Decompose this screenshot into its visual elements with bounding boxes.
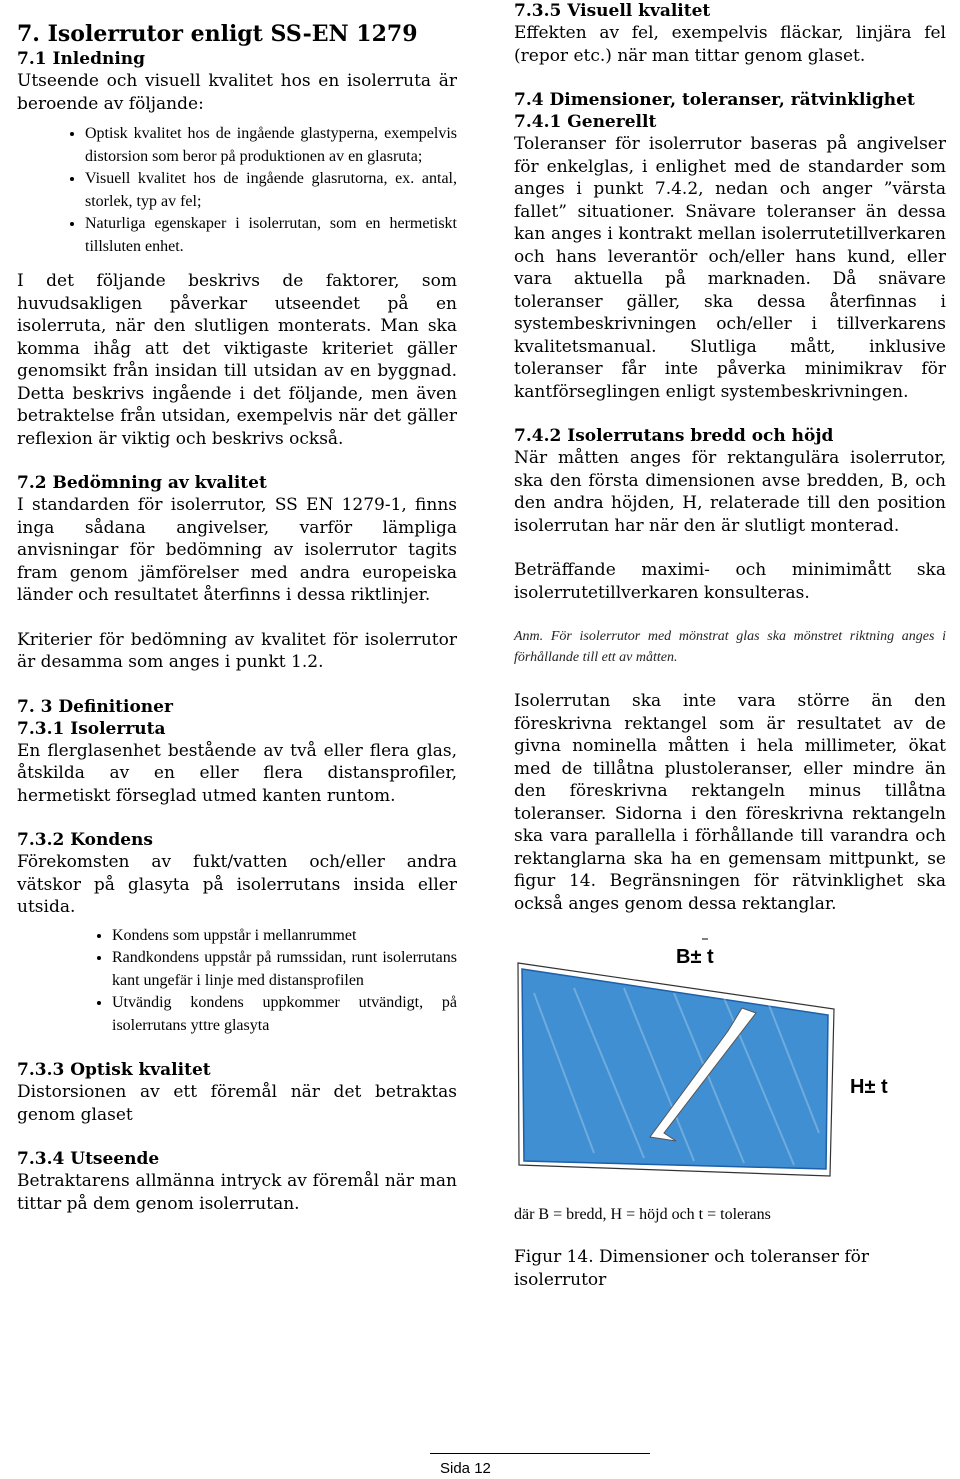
section-7-1-paragraph: I det följande beskrivs de faktorer, som huvudsakligen påverkar utseendet på en isolerruta, när den slutligen monterats. Man ska komma ihåg att det viktigaste kriteriet gäller genomsikt från insidan till utsidan av en byggnad. Detta beskrivs ingående i det följande, men även betraktelse från utsidan, exempelvis när det gäller reflexion är viktig och beskrivs också. xyxy=(17,271,457,449)
section-7-4-2-paragraph-3: Isolerrutan ska inte vara större än den föreskrivna rektangel som är resultatet av de givna nominella måtten i hela millimeter, ökat med de tillåtna plustoleranser, eller mindre än den föreskrivna rektangeln minus tillåtna toleranser. Sidorna i den föreskrivna rektangeln ska vara parallella i förhållande till varandra och rektanglarna ska ha en gemensam mittpunkt, se figur 14. Begränsningen för rätvinklighet ska också anges genom dessa rektanglar. xyxy=(514,691,946,914)
section-7-4-1-text: Toleranser för isolerrutor baseras på angivelser för enkelglas, i enlighet med de standarder som anges i punkt 7.4.2, nedan och anger ”värsta fallet” situationer. Snävare toleranser än dessa kan anges i kontrakt mellan isolerrutetillverkaren och hans leverantör och/eller hans kund, eller vara aktuella på marknaden. Då snävare toleranser gäller, ska dessa återfinnas i systembeskrivningen och/eller i tillverkarens kvalitetsmanual. Slutliga mått, inklusive toleranser får inte påverka minimikrav för kantförseglingen enligt systembeskrivningen. xyxy=(514,134,946,402)
section-heading-7-3-3: 7.3.3 Optisk kvalitet xyxy=(17,1060,211,1080)
left-column xyxy=(17,0,457,1215)
section-7-3-4-text: Betraktarens allmänna intryck av föremål när man tittar på dem genom isolerrutan. xyxy=(17,1171,457,1214)
section-7-4-2-paragraph-1: När måtten anges för rektangulära isolerrutor, ska den första dimensionen avse bredden, B, och den andra höjden, H, relaterade till den position isolerrutan har när den är slutligt monterad. xyxy=(514,448,946,536)
section-7-2-paragraph-2: Kriterier för bedömning av kvalitet för isolerrutor är desamma som anges i punkt 1.2. xyxy=(17,629,457,672)
figure-label-width: B± t xyxy=(676,946,714,968)
section-heading-7-2: 7.2 Bedömning av kvalitet xyxy=(17,473,267,493)
list-item: • Optisk kvalitet hos de ingående glastyperna, exempelvis distorsion som beror på produktionen av en glasruta; xyxy=(85,123,457,168)
section-heading-7-3: 7. 3 Definitioner xyxy=(17,696,173,717)
section-heading-7-4: 7.4 Dimensioner, toleranser, rätvinklighet xyxy=(514,90,915,110)
list-item: • Naturliga egenskaper i isolerrutan, som en hermetiskt tillsluten enhet. xyxy=(85,213,457,258)
figure-14-illustration xyxy=(514,933,946,1178)
section-7-3-2-text: Förekomsten av fukt/vatten och/eller andra vätskor på glasyta på isolerrutans insida eller utsida. xyxy=(17,852,457,917)
section-heading-7-4-1: 7.4.1 Generellt xyxy=(514,112,657,132)
section-heading-7-3-1: 7.3.1 Isolerruta xyxy=(17,718,166,739)
page-title: 7. Isolerrutor enligt SS-EN 1279 xyxy=(17,21,418,47)
figure-caption: Figur 14. Dimensioner och toleranser för isolerrutor xyxy=(514,1247,870,1290)
glass-pane-drawing xyxy=(514,933,946,1178)
figure-label-height: H± t xyxy=(850,1076,888,1098)
section-heading-7-1: 7.1 Inledning xyxy=(17,49,146,69)
section-heading-7-3-4: 7.3.4 Utseende xyxy=(17,1149,160,1169)
right-column xyxy=(514,0,946,1291)
section-heading-7-4-2: 7.4.2 Isolerrutans bredd och höjd xyxy=(514,426,834,446)
section-7-1-bullet-list xyxy=(17,123,457,258)
list-item: • Utvändig kondens uppkommer utvändigt, på isolerrutans yttre glasyta xyxy=(112,992,457,1037)
note-pattern-glass: Anm. För isolerrutor med mönstrat glas ska mönstret riktning anges i förhållande till ett av måtten. xyxy=(514,629,946,665)
section-7-3-5-text: Effekten av fel, exempelvis fläckar, linjära fel (repor etc.) när man tittar genom glaset. xyxy=(514,23,946,66)
section-7-3-1-text: En flerglasenhet bestående av två eller flera glas, åtskilda av en eller flera distansprofiler, hermetiskt förseglad utmed kanten runtom. xyxy=(17,740,457,806)
page-number: Sida 12 xyxy=(440,1460,491,1477)
list-item: • Kondens som uppstår i mellanrummet xyxy=(112,925,457,948)
list-item: • Randkondens uppstår på rumssidan, runt isolerrutans kant ungefär i linje med distansprofilen xyxy=(112,947,457,992)
figure-legend: där B = bredd, H = höjd och t = tolerans xyxy=(514,1206,771,1223)
section-heading-7-3-2: 7.3.2 Kondens xyxy=(17,830,153,850)
section-heading-7-3-5: 7.3.5 Visuell kvalitet xyxy=(514,1,711,21)
section-7-2-paragraph-1: I standarden för isolerrutor, SS EN 1279-1, finns inga sådana angivelser, varför lämpliga anvisningar för bedömning av isolerrutor tagits fram genom jämförelser med andra europeiska länder och resultatet återfinns i dessa riktlinjer. xyxy=(17,495,457,605)
list-item: • Visuell kvalitet hos de ingående glasrutorna, ex. antal, storlek, typ av fel; xyxy=(85,168,457,213)
footer-rule xyxy=(430,1453,650,1454)
section-7-1-intro: Utseende och visuell kvalitet hos en isolerruta är beroende av följande: xyxy=(17,71,457,114)
section-7-3-2-bullet-list xyxy=(17,925,457,1038)
section-7-4-2-paragraph-2: Beträffande maximi- och minimimått ska isolerrutetillverkaren konsulteras. xyxy=(514,560,946,603)
section-7-3-3-text: Distorsionen av ett föremål när det betraktas genom glaset xyxy=(17,1082,457,1125)
